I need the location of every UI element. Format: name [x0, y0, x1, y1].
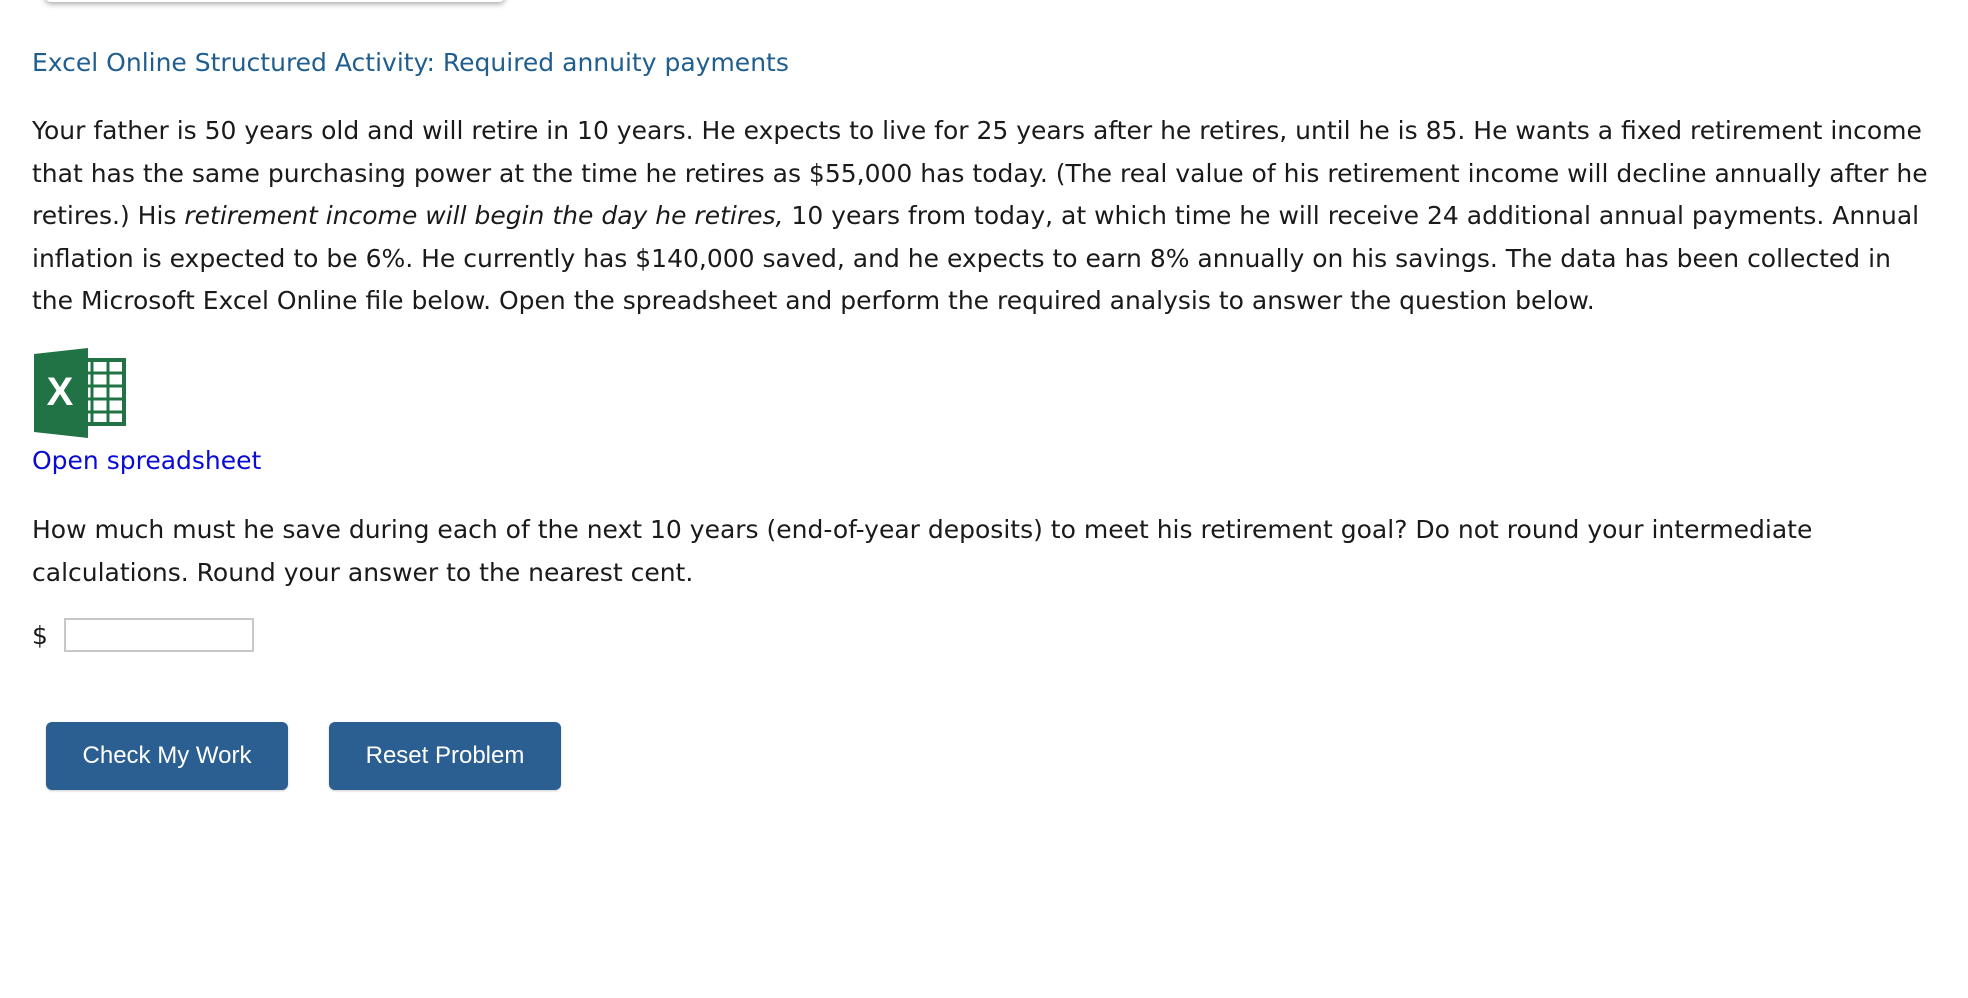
check-my-work-button[interactable]: Check My Work — [46, 722, 288, 790]
answer-row — [32, 618, 254, 652]
currency-symbol: $ — [32, 620, 48, 650]
excel-icon[interactable] — [34, 348, 128, 438]
activity-title: Excel Online Structured Activity: Required annuity payments — [32, 48, 789, 77]
open-spreadsheet-link[interactable]: Open spreadsheet — [32, 446, 262, 475]
excel-icon-letter: X — [46, 370, 74, 414]
problem-text-part1: Your father is 50 years old and will retire in 10 years. He expects to live for 25 years after he retires, until he is 85. He wants a fixed retirement income that has the same purchasing power at the time he retires as $55,000 has today. (The real value of his retirement income will decline annually after he retires.) His — [32, 116, 1928, 230]
answer-input[interactable] — [64, 618, 254, 652]
question-text: How much must he save during each of the next 10 years (end-of-year deposits) to meet his retirement goal? Do not round your intermediate calculations. Round your answer to the nearest cent. — [32, 515, 1813, 587]
problem-text-italic: retirement income will begin the day he retires, — [184, 201, 784, 230]
previous-section-edge — [45, 0, 505, 2]
reset-problem-button[interactable]: Reset Problem — [329, 722, 561, 790]
problem-statement — [32, 110, 1932, 323]
problem-text-part2: 10 years from today, at which time he will receive 24 additional annual payments. Annual inflation is expected to be 6%. He currently has $140,000 saved, and he expects to earn 8% annually on his savings. The data has been collected in the Microsoft Excel Online file below. Open the spreadsheet and perform the required analysis to answer the question below. — [32, 201, 1920, 315]
